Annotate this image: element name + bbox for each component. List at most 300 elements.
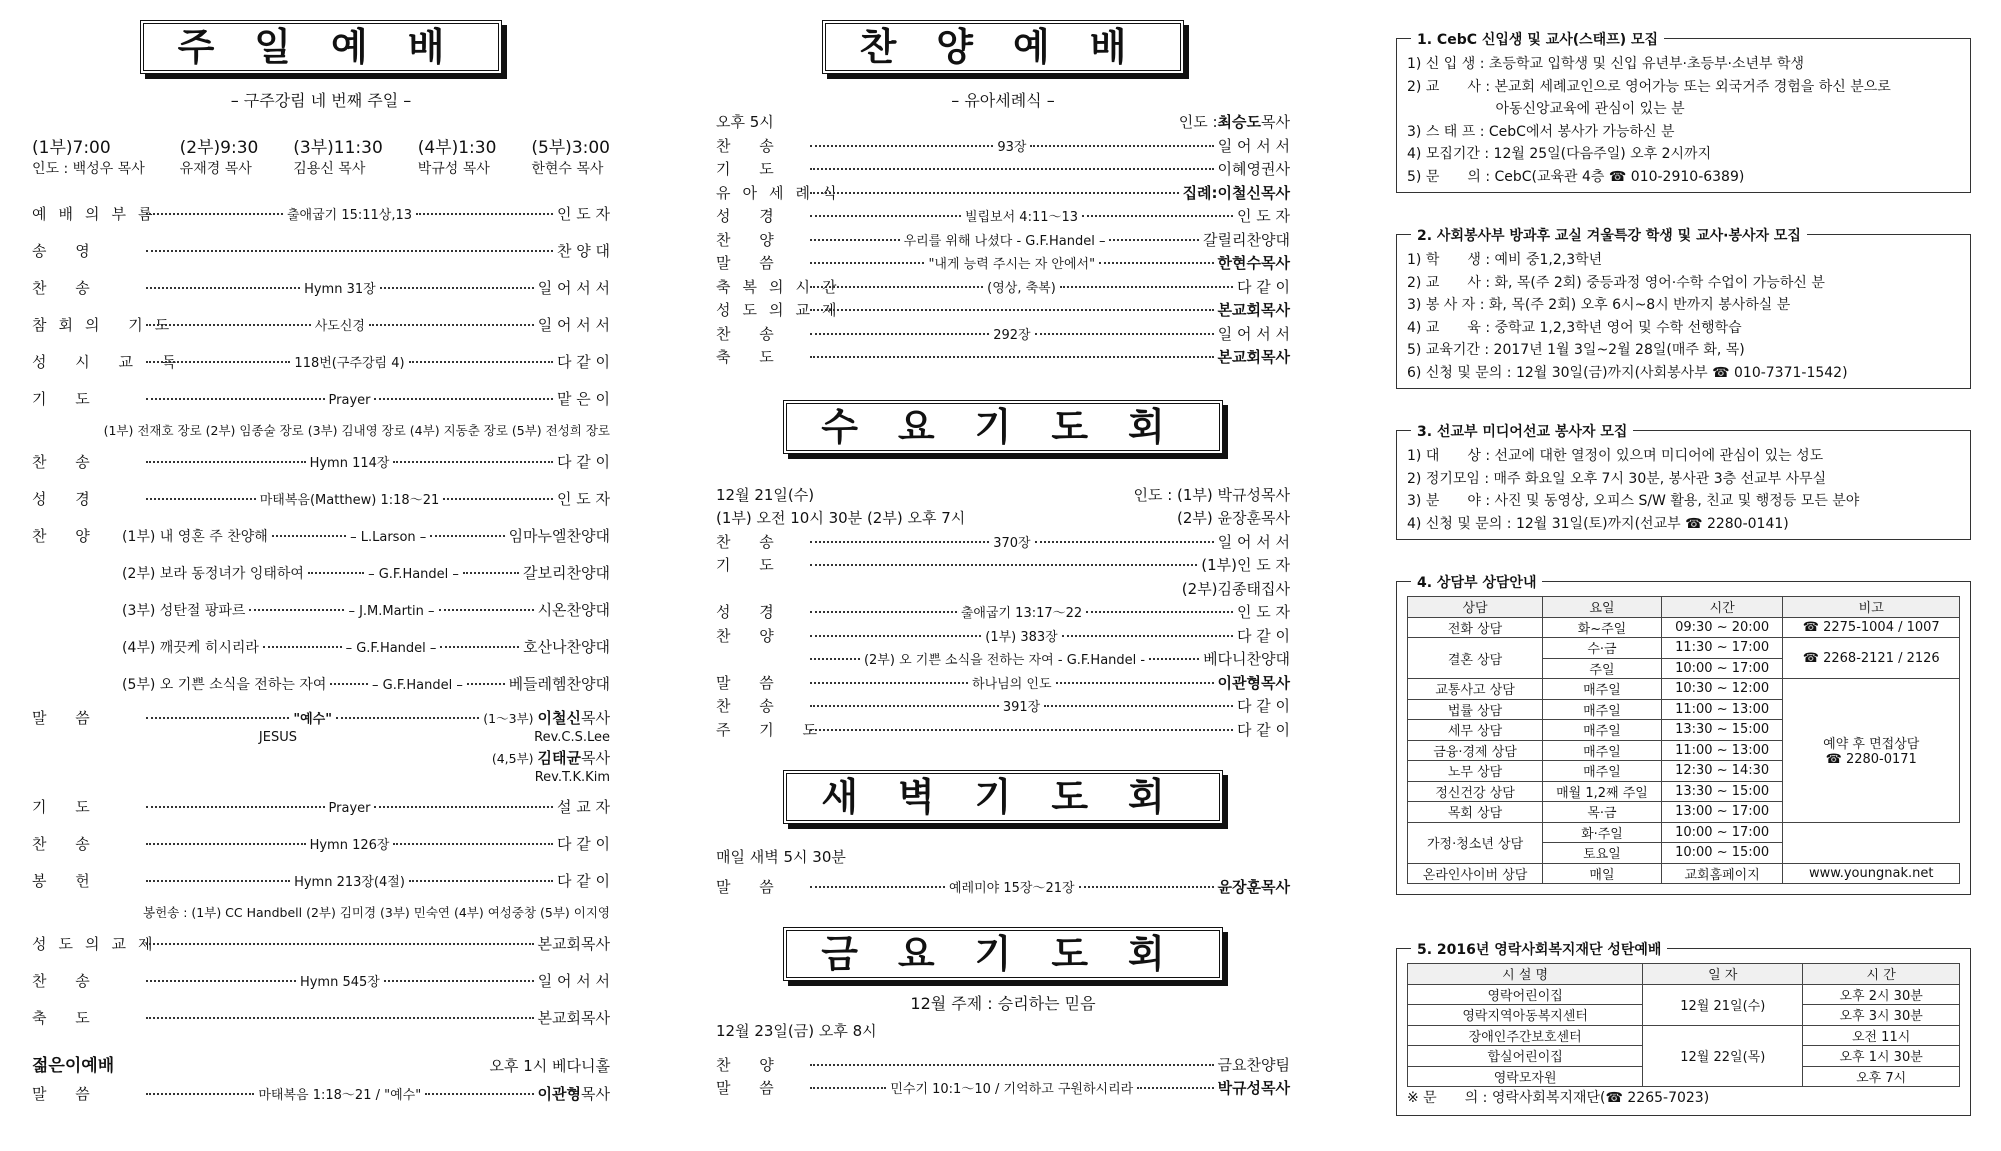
prayer-elders: (1부) 전재호 장로 (2부) 임종술 장로 (3부) 김내영 장로 (4부) 지동춘 장로 (5부) 전성희 장로 <box>103 423 610 438</box>
order-row <box>32 196 610 233</box>
praise-time-row <box>716 111 1290 135</box>
row-content: 우리를 위해 나셨다 - G.F.Handel – <box>903 233 1106 249</box>
leader-dots <box>146 1017 534 1019</box>
row-label: 찬 송 <box>32 835 102 853</box>
row-label: 축복의시간 <box>716 277 849 296</box>
row-label: 주 기 도 <box>716 720 830 739</box>
dawn-sermon-row <box>716 876 1290 900</box>
order-row <box>716 531 1290 555</box>
cell: 10:30 ~ 12:00 <box>1661 679 1783 700</box>
row-leader: 베다니찬양대 <box>1203 650 1291 668</box>
sermon-preacher2: 김태균 <box>537 749 582 767</box>
cell: 금융·경제 상담 <box>1408 740 1543 761</box>
cell: 13:30 ~ 15:00 <box>1661 720 1783 741</box>
row-leader: 맡 은 이 <box>557 390 611 408</box>
service-leader: 김용신 목사 <box>293 161 366 177</box>
row-label: 기 도 <box>32 798 102 816</box>
reservation-note-text: 예약 후 면접상담 <box>1823 737 1920 753</box>
youth-preacher: 이관형 <box>537 1085 582 1103</box>
announcement-media-mission <box>1396 424 1971 540</box>
anthem-choir: 임마누엘찬양대 <box>508 527 610 545</box>
table-row <box>1408 617 1960 638</box>
th-facility: 시 설 명 <box>1408 964 1643 985</box>
sermon-preacher1-title: 목사 <box>581 709 610 727</box>
order-row <box>716 1077 1290 1101</box>
list-item: 1) 대 상 : 선교에 대한 열정이 있으며 미디어에 관심이 있는 성도 <box>1407 448 1824 464</box>
order-row <box>716 299 1290 323</box>
leader-dots <box>409 880 553 882</box>
anthem-choir: 호산나찬양대 <box>523 638 611 656</box>
leader-dots <box>409 361 553 363</box>
cell: 11:00 ~ 13:00 <box>1661 740 1783 761</box>
row-label: 송 영 <box>32 242 102 260</box>
cell: 13:30 ~ 15:00 <box>1661 781 1783 802</box>
row-content: 마태복음(Matthew) 1:18～21 <box>259 493 440 508</box>
order-row <box>716 625 1290 649</box>
cell: 목회 상담 <box>1408 802 1543 823</box>
row-label: 기 도 <box>716 556 786 574</box>
list-item: 4) 교 육 : 중학교 1,2,3학년 영어 및 수학 선행학습 <box>1407 319 1742 336</box>
row-label: 찬 송 <box>32 279 102 297</box>
row-leader: (1부)인 도 자 <box>1201 556 1290 574</box>
table-row <box>1408 822 1960 843</box>
sunday-worship-column <box>32 20 610 1109</box>
order-row <box>32 344 610 381</box>
list-item: 3) 분 야 : 사진 및 동영상, 오피스 S/W 활용, 친교 및 행정등 모든 분야 <box>1407 493 1860 509</box>
cell: 주일 <box>1543 658 1662 679</box>
leader-dots <box>146 498 256 500</box>
row-leader: (2부)김종태집사 <box>1181 579 1290 598</box>
order-row <box>716 229 1290 253</box>
cell: 오전 11시 <box>1803 1025 1960 1046</box>
cell: 오후 1시 30분 <box>1803 1046 1960 1067</box>
counseling-table <box>1407 596 1960 884</box>
list-item: 2) 교 사 : 화, 목(주 2회) 중등과정 영어·수학 수업이 가능하신 분 <box>1407 274 1825 291</box>
anthem-row <box>32 555 610 592</box>
row-leader: 본교회목사 <box>537 1009 610 1027</box>
row-content: Hymn 126장 <box>309 838 390 853</box>
list-item: 3) 봉 사 자 : 화, 목(주 2회) 오후 6시~8시 반까지 봉사하실 분 <box>1407 297 1791 313</box>
wed-times-row <box>716 507 1290 531</box>
leader-dots <box>380 287 534 289</box>
leader-dots <box>146 880 290 882</box>
row-content: Hymn 545장 <box>299 975 380 990</box>
anthem-piece: (1부) 내 영혼 주 찬양해 <box>122 529 268 545</box>
row-leader: 갈릴리찬양대 <box>1203 230 1290 249</box>
cell: ☎ 2268-2121 / 2126 <box>1783 638 1960 679</box>
cell: 매일 <box>1543 863 1662 884</box>
list-item: 4) 신청 및 문의 : 12월 31일(토)까지(선교부 ☎ 2280-0141) <box>1407 515 1789 532</box>
cell: 오후 7시 <box>1803 1066 1960 1087</box>
row-label: 유아세례식 <box>716 183 849 202</box>
cell: 온라인사이버 상담 <box>1408 863 1543 884</box>
row-label: 찬 양 <box>716 626 786 645</box>
row-content: 빌립보서 4:11～13 <box>964 210 1079 225</box>
row-label: 기 도 <box>716 160 786 178</box>
row-label: 말 씀 <box>716 673 786 692</box>
leader-dots <box>416 213 553 215</box>
cell: 10:00 ~ 15:00 <box>1661 843 1783 864</box>
anthem-composer: – L.Larson – <box>350 530 427 545</box>
cell: 10:00 ~ 17:00 <box>1661 822 1783 843</box>
welfare-contact: ※ 문 의 : 영락사회복지재단(☎ 2265-7023) <box>1407 1090 1710 1106</box>
row-label: 찬 양 <box>716 1055 786 1074</box>
row-content: (2부) 오 기쁜 소식을 전하는 자여 - G.F.Handel - <box>863 653 1146 668</box>
th-note: 비고 <box>1783 597 1960 618</box>
cell: 12:30 ~ 14:30 <box>1661 761 1783 782</box>
leader-dots <box>146 398 325 400</box>
wed-leader2: (2부) 윤장훈목사 <box>1177 509 1290 527</box>
cell: 교통사고 상담 <box>1408 679 1543 700</box>
order-row <box>32 307 610 344</box>
list-item: 1) 신 입 생 : 초등학교 입학생 및 신입 유년부·초등부·소년부 학생 <box>1407 56 1805 72</box>
service-time: (5부)3:00 <box>531 138 610 158</box>
anthem-choir: 시온찬양대 <box>537 601 611 619</box>
row-content: (1부) 383장 <box>985 629 1058 645</box>
row-leader: 찬 양 대 <box>556 242 610 260</box>
row-leader: 설 교 자 <box>557 798 611 816</box>
anthem-row <box>32 592 610 629</box>
row-leader: 다 같 이 <box>557 835 611 853</box>
leader-dots <box>146 250 553 252</box>
friday-theme: 12월 주제 : 승리하는 믿음 <box>910 994 1096 1013</box>
cell: 세무 상담 <box>1408 720 1543 741</box>
row-content: 93장 <box>997 139 1027 155</box>
cell: 화~주일 <box>1543 617 1662 638</box>
leader-dots <box>146 843 306 845</box>
cell: 법률 상담 <box>1408 699 1543 720</box>
order-row <box>716 601 1290 625</box>
leader-dots <box>384 980 534 982</box>
row-label: 성 경 <box>716 207 786 225</box>
cell: 전화 상담 <box>1408 617 1543 638</box>
order-row <box>716 276 1290 300</box>
cell: 목·금 <box>1543 802 1662 823</box>
reservation-note <box>1783 679 1960 823</box>
wednesday-prayer-title: 수요기도회 <box>783 400 1223 454</box>
cell: 오후 2시 30분 <box>1803 984 1960 1005</box>
service-time-2 <box>180 133 259 178</box>
sermon-part2: (4,5부) <box>491 751 534 766</box>
praise-worship-title: 찬양예배 <box>822 20 1185 74</box>
anthem-row <box>32 666 610 703</box>
service-time: (2부)9:30 <box>179 138 259 158</box>
youth-title: 젊은이예배 <box>32 1056 115 1076</box>
leader-dots <box>374 398 553 400</box>
row-leader: 집례:이철신목사 <box>1182 183 1290 202</box>
row-content: 민수기 10:1～10 / 기억하고 구원하시리라 <box>890 1082 1134 1097</box>
row-leader: 본교회목사 <box>1217 301 1290 319</box>
table-row <box>1408 863 1960 884</box>
cell: 정신건강 상담 <box>1408 781 1543 802</box>
table-row <box>1408 984 1960 1005</box>
row-leader: 본교회목사 <box>537 935 610 953</box>
order-row <box>32 270 610 307</box>
service-leader: 한현수 목사 <box>531 161 604 177</box>
wed-date-row <box>716 484 1290 508</box>
order-row <box>32 863 610 900</box>
row-label: 축 도 <box>32 1009 102 1027</box>
praise-leader-title: 목사 <box>1261 113 1290 131</box>
welfare-table <box>1407 963 1960 1087</box>
cell: 합실어린이집 <box>1408 1046 1643 1067</box>
row-label: 성도의교제 <box>716 301 849 319</box>
cell: 노무 상담 <box>1408 761 1543 782</box>
wed-times: (1부) 오전 10시 30분 (2부) 오후 7시 <box>716 509 966 527</box>
service-time-1 <box>32 133 145 178</box>
table-row <box>1408 679 1960 700</box>
sermon-part1: (1～3부) <box>483 711 534 726</box>
leader-dots <box>146 461 306 463</box>
row-content: 출애굽기 15:11상,13 <box>286 208 413 223</box>
youth-sermon-row <box>32 1079 610 1109</box>
leader-dots <box>369 324 534 326</box>
row-leader: 일 어 서 서 <box>537 316 610 334</box>
friday-prayer-title: 금요기도회 <box>783 927 1223 981</box>
order-row <box>32 233 610 270</box>
leader-dots <box>393 461 553 463</box>
row-content: 출애굽기 13:17～22 <box>960 606 1083 621</box>
cell: 10:00 ~ 17:00 <box>1661 658 1783 679</box>
cell: 토요일 <box>1543 843 1662 864</box>
row-label: 기 도 <box>32 390 102 408</box>
row-label: 찬 송 <box>716 532 786 551</box>
counseling-heading: 4. 상담부 상담안내 <box>1411 572 1542 592</box>
order-row <box>716 554 1290 578</box>
sunday-worship-title: 주일예배 <box>140 20 503 74</box>
row-content: 사도신경 <box>314 319 365 334</box>
leader-dots <box>146 213 283 215</box>
praise-leader: 최승도 <box>1217 113 1262 131</box>
cell: 화·주일 <box>1543 822 1662 843</box>
row-leader: 다 같 이 <box>557 453 611 471</box>
order-row <box>32 926 610 963</box>
praise-time: 오후 5시 <box>716 113 774 131</box>
anthem-piece: (4부) 깨끗케 히시리라 <box>122 640 259 656</box>
welfare-heading: 5. 2016년 영락사회복지재단 성탄예배 <box>1411 939 1667 959</box>
cell: 09:30 ~ 20:00 <box>1661 617 1783 638</box>
cell: 매주일 <box>1543 679 1662 700</box>
table-row <box>1408 1025 1960 1046</box>
order-row <box>716 648 1290 672</box>
order-row <box>32 826 610 863</box>
dawn-label: 말 씀 <box>716 877 786 896</box>
leader-dots <box>146 361 290 363</box>
sermon-preacher2-en: Rev.T.K.Kim <box>534 770 610 785</box>
row-content: 370장 <box>993 535 1031 551</box>
row-leader: 다 같 이 <box>1236 626 1290 645</box>
welfare-christmas-worship <box>1396 942 1971 1116</box>
cell: ☎ 2275-1004 / 1007 <box>1783 617 1960 638</box>
anthem-choir: 베들레헴찬양대 <box>508 675 610 693</box>
order-row <box>32 481 610 518</box>
row-label: 축 도 <box>716 348 786 366</box>
row-content: 292장 <box>993 327 1031 343</box>
anthem-piece: (3부) 성탄절 팡파르 <box>122 603 246 619</box>
sermon-preacher1-en: Rev.C.S.Lee <box>534 730 610 745</box>
cell: 매주일 <box>1543 761 1662 782</box>
service-time: (3부)11:30 <box>293 138 383 158</box>
sermon-preacher1: 이철신 <box>537 709 582 727</box>
row-leader: 인 도 자 <box>557 490 611 508</box>
cell: 수·금 <box>1543 638 1662 659</box>
dawn-time: 매일 새벽 5시 30분 <box>716 848 846 866</box>
order-row <box>32 1000 610 1037</box>
youth-worship-header <box>32 1053 610 1079</box>
cell: 교회홈페이지 <box>1661 863 1783 884</box>
list-item: 4) 모집기간 : 12월 25일(다음주일) 오후 2시까지 <box>1407 146 1712 162</box>
cell: 13:00 ~ 17:00 <box>1661 802 1783 823</box>
row-leader: 이혜영권사 <box>1217 160 1290 178</box>
order-row <box>716 578 1290 602</box>
row-label: 찬 송 <box>716 324 786 343</box>
order-row <box>716 672 1290 696</box>
order-row <box>32 963 610 1000</box>
sermon-title: "예수" <box>293 712 332 727</box>
service-time: (1부)7:00 <box>32 138 111 158</box>
table-row <box>1408 638 1960 659</box>
service-time: (4부)1:30 <box>417 138 497 158</box>
cell: 영락모자원 <box>1408 1066 1643 1087</box>
cell: 12월 21일(수) <box>1643 984 1803 1025</box>
announcement-social-service <box>1396 228 1971 389</box>
cell: 결혼 상담 <box>1408 638 1543 679</box>
anthem-composer: – G.F.Handel – <box>368 567 459 582</box>
anthem-choir: 갈보리찬양대 <box>523 564 610 582</box>
cell: 매주일 <box>1543 720 1662 741</box>
order-of-service <box>32 196 610 1109</box>
row-leader: 일 어 서 서 <box>1217 136 1290 155</box>
row-leader: 일 어 서 서 <box>1217 532 1291 551</box>
row-label: 예배의부름 <box>32 205 165 223</box>
cell: 영락지역아동복지센터 <box>1408 1005 1643 1026</box>
row-content: "내게 능력 주시는 자 안에서" <box>928 257 1096 272</box>
row-leader: 한현수목사 <box>1217 254 1290 272</box>
list-item: 2) 정기모임 : 매주 화요일 오후 7시 30분, 봉사관 3층 선교부 사무실 <box>1407 470 1827 487</box>
list-item: 3) 스 태 프 : CebC에서 봉사가 가능하신 분 <box>1407 123 1675 140</box>
row-label: 성 시 교 독 <box>32 353 189 371</box>
sermon-block <box>32 707 610 789</box>
row-label: 성도의교제 <box>32 935 165 953</box>
cell: 매주일 <box>1543 699 1662 720</box>
row-content: (영상, 축복) <box>987 280 1056 296</box>
leader-dots <box>146 943 534 945</box>
row-leader: 인 도 자 <box>1237 603 1291 621</box>
row-leader: 인 도 자 <box>1236 207 1290 225</box>
leader-dots <box>393 843 553 845</box>
cell: 11:00 ~ 13:00 <box>1661 699 1783 720</box>
row-content: Prayer <box>328 801 371 816</box>
cell: www.youngnak.net <box>1783 863 1960 884</box>
row-content: 391장 <box>1002 700 1041 715</box>
row-content: Hymn 114장 <box>309 456 390 471</box>
sermon-title-en: JESUS <box>258 730 297 745</box>
row-leader: 일 어 서 서 <box>537 972 611 990</box>
anthem-row <box>32 518 610 555</box>
row-label: 찬 송 <box>32 453 102 471</box>
row-label: 성 경 <box>716 603 786 621</box>
row-content: 하나님의 인도 <box>972 676 1052 692</box>
announcement-cebc-heading: 1. CebC 신입생 및 교사(스태프) 모집 <box>1411 29 1664 49</box>
anthem-piece: (2부) 보라 동정녀가 잉태하여 <box>122 566 304 582</box>
leader-dots <box>146 980 296 982</box>
order-row <box>716 1054 1290 1078</box>
friday-order <box>716 1054 1290 1101</box>
row-leader: 인 도 자 <box>557 205 611 223</box>
announcement-cebc <box>1396 32 1971 193</box>
row-content: Hymn 31장 <box>304 282 376 297</box>
list-item: 1) 학 생 : 예비 중1,2,3학년 <box>1407 252 1603 268</box>
th-time: 시 간 <box>1803 964 1960 985</box>
order-row <box>32 444 610 481</box>
th-date: 일 자 <box>1643 964 1803 985</box>
order-row <box>716 252 1290 276</box>
sermon-preacher2-title: 목사 <box>581 749 610 767</box>
leader-dots <box>374 806 553 808</box>
other-services-column <box>716 20 1290 1101</box>
service-leader: 인도 : 백성우 목사 <box>32 161 145 177</box>
row-leader: 다 같 이 <box>1236 277 1290 296</box>
row-leader: 금요찬양팀 <box>1217 1055 1290 1074</box>
youth-time: 오후 1시 베다니홀 <box>489 1057 610 1075</box>
row-leader: 일 어 서 서 <box>1217 324 1291 343</box>
cell: 장애인주간보호센터 <box>1408 1025 1643 1046</box>
row-content: Prayer <box>328 393 371 408</box>
row-leader: 다 같 이 <box>1237 697 1291 715</box>
leader-dots <box>146 324 311 326</box>
th-type: 상담 <box>1408 597 1543 618</box>
cell: 매월 1,2째 주일 <box>1543 781 1662 802</box>
row-leader: 다 같 이 <box>557 353 611 371</box>
sunday-subtitle: – 구주강림 네 번째 주일 – <box>230 91 412 110</box>
cell: 가정·청소년 상담 <box>1408 822 1543 863</box>
service-time-3 <box>293 133 383 178</box>
wed-order <box>716 531 1290 743</box>
wed-date: 12월 21일(수) <box>716 485 815 504</box>
praise-order <box>716 135 1290 370</box>
service-leader: 박규성 목사 <box>417 161 490 177</box>
praise-subtitle: – 유아세례식 – <box>951 91 1055 110</box>
list-item: 2) 교 사 : 본교회 세례교인으로 영어가능 또는 외국거주 경험을 하신 분으로 <box>1407 78 1891 95</box>
order-row <box>716 135 1290 159</box>
service-times <box>32 133 610 178</box>
youth-sermon-label: 말 씀 <box>32 1085 102 1103</box>
dawn-passage: 예레미야 15장～21장 <box>948 880 1075 896</box>
anthem-composer: – J.M.Martin – <box>348 604 435 619</box>
anthem-label: 찬 양 <box>32 527 102 545</box>
leader-dots <box>146 806 325 808</box>
anthem-row <box>32 629 610 666</box>
cell: 매주일 <box>1543 740 1662 761</box>
row-label: 말 씀 <box>716 254 786 272</box>
anthem-composer: – G.F.Handel – <box>372 678 463 693</box>
row-content: Hymn 213장(4절) <box>294 875 405 890</box>
row-leader: 일 어 서 서 <box>537 279 610 297</box>
row-leader: 박규성목사 <box>1217 1079 1291 1097</box>
counseling-info <box>1396 575 1971 895</box>
youth-passage: 마태복음 1:18～21 / "예수" <box>258 1088 422 1103</box>
row-leader: 이관형목사 <box>1217 673 1290 692</box>
list-item: 5) 문 의 : CebC(교육관 4층 ☎ 010-2910-6389) <box>1407 168 1745 185</box>
announcement-social-heading: 2. 사회봉사부 방과후 교실 겨울특강 학생 및 교사·봉사자 모집 <box>1411 225 1807 245</box>
service-time-4 <box>418 133 497 178</box>
sermon-label: 말 씀 <box>32 709 102 727</box>
row-label: 찬 송 <box>32 972 102 990</box>
dawn-preacher: 윤장훈목사 <box>1217 877 1290 896</box>
dawn-prayer-title: 새벽기도회 <box>783 770 1223 824</box>
anthem-composer: – G.F.Handel – <box>345 641 437 656</box>
row-label: 성 경 <box>32 490 102 508</box>
